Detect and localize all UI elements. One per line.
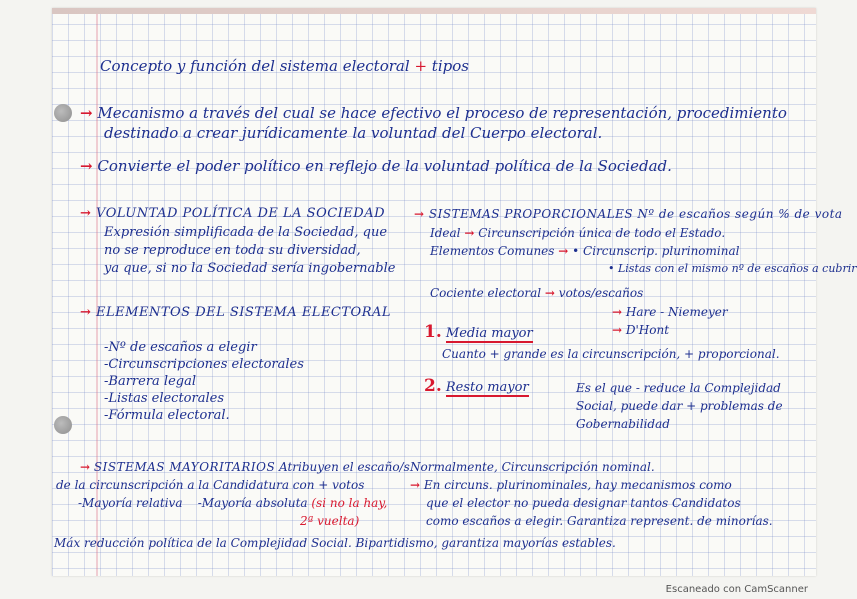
mayoritarios-final: Máx reducción política de la Complejidad Social. Bipartidismo, garantiza mayorías estables. <box>54 536 616 550</box>
elementos-heading: → ELEMENTOS DEL SISTEMA ELECTORAL <box>80 305 392 320</box>
arrow-icon: → <box>544 286 555 300</box>
arrow-icon: → <box>410 478 421 492</box>
comunes-line: Elementos Comunes → • Circunscrip. plurinominal <box>430 244 740 258</box>
segunda-vuelta: 2ª vuelta) <box>300 514 360 528</box>
arrow-icon: → <box>80 206 92 221</box>
media-text: Cuanto + grande es la circunscripción, + proporcional. <box>442 347 780 361</box>
title-suffix: tipos <box>431 57 469 75</box>
mayoritarios-relativa-absoluta: -Mayoría relativa -Mayoría absoluta (si no la hay, <box>78 496 388 510</box>
binder-hole <box>54 416 72 434</box>
dhont-label: → D'Hont <box>612 323 670 337</box>
mayoritarios-line-2: de la circunscripción a la Candidatura con + votos <box>56 478 365 492</box>
voluntad-heading: → VOLUNTAD POLÍTICA DE LA SOCIEDAD <box>80 206 386 221</box>
mayoritarios-heading: → SISTEMAS MAYORITARIOS Atribuyen el escaño/s <box>80 460 410 474</box>
resto-line: Es el que - reduce la Complejidad <box>576 381 781 395</box>
title-main: Concepto y función del sistema electoral <box>100 57 410 75</box>
elementos-item: -Circunscripciones electorales <box>104 357 304 372</box>
arrow-icon: → <box>80 460 91 474</box>
elementos-item: -Nº de escaños a elegir <box>104 340 257 355</box>
arrow-icon: → <box>464 226 475 240</box>
mayoritarios-normal-2: → En circuns. plurinominales, hay mecanismos como <box>410 478 732 492</box>
resto-line: Gobernabilidad <box>576 417 670 431</box>
mayoritarios-normal-1: Normalmente, Circunscripción nominal. <box>410 460 655 474</box>
proporcionales-heading: → SISTEMAS PROPORCIONALES Nº de escaños según % de vota <box>414 207 843 221</box>
page-title <box>100 58 469 74</box>
elementos-item: -Listas electorales <box>104 391 224 406</box>
arrow-icon: → <box>80 157 93 175</box>
arrow-icon: → <box>558 244 569 258</box>
arrow-icon: → <box>612 323 623 337</box>
comunes-line-2: • Listas con el mismo nº de escaños a cubrir <box>608 262 857 275</box>
mayoritarios-normal-3: que el elector no pueda designar tantos Candidatos <box>426 496 741 510</box>
intro-line-2: destinado a crear jurídicamente la voluntad del Cuerpo electoral. <box>104 124 603 142</box>
scanner-watermark: Escaneado con CamScanner <box>665 584 808 595</box>
elementos-item: -Fórmula electoral. <box>104 408 230 423</box>
cociente-line: Cociente electoral → votos/escaños <box>430 286 644 300</box>
resto-mayor-label: 2. Resto mayor <box>424 376 529 396</box>
arrow-icon: → <box>612 305 623 319</box>
arrow-icon: → <box>414 207 425 221</box>
hare-label: → Hare - Niemeyer <box>612 305 728 319</box>
elementos-item: -Barrera legal <box>104 374 196 389</box>
binder-hole <box>54 104 72 122</box>
voluntad-line: no se reproduce en toda su diversidad, <box>104 243 361 258</box>
mayoritarios-normal-4: como escaños a elegir. Garantiza represent. de minorías. <box>426 514 773 528</box>
ideal-line: Ideal → Circunscripción única de todo el Estado. <box>430 226 726 240</box>
resto-line: Social, puede dar + problemas de <box>576 399 783 413</box>
title-plus: + <box>414 57 428 75</box>
voluntad-line: ya que, si no la Sociedad sería ingobernable <box>104 261 396 276</box>
notebook-page <box>52 8 857 576</box>
arrow-icon: → <box>80 104 93 122</box>
arrow-icon: → <box>80 305 92 320</box>
voluntad-line: Expresión simplificada de la Sociedad, que <box>104 225 388 240</box>
intro-line-1: → Mecanismo a través del cual se hace efectivo el proceso de representación, procedimiento <box>80 104 787 122</box>
page-top-band <box>52 8 816 14</box>
media-mayor-label: 1. Media mayor <box>424 322 533 342</box>
intro-line-3: → Convierte el poder político en reflejo de la voluntad política de la Sociedad. <box>80 157 672 175</box>
